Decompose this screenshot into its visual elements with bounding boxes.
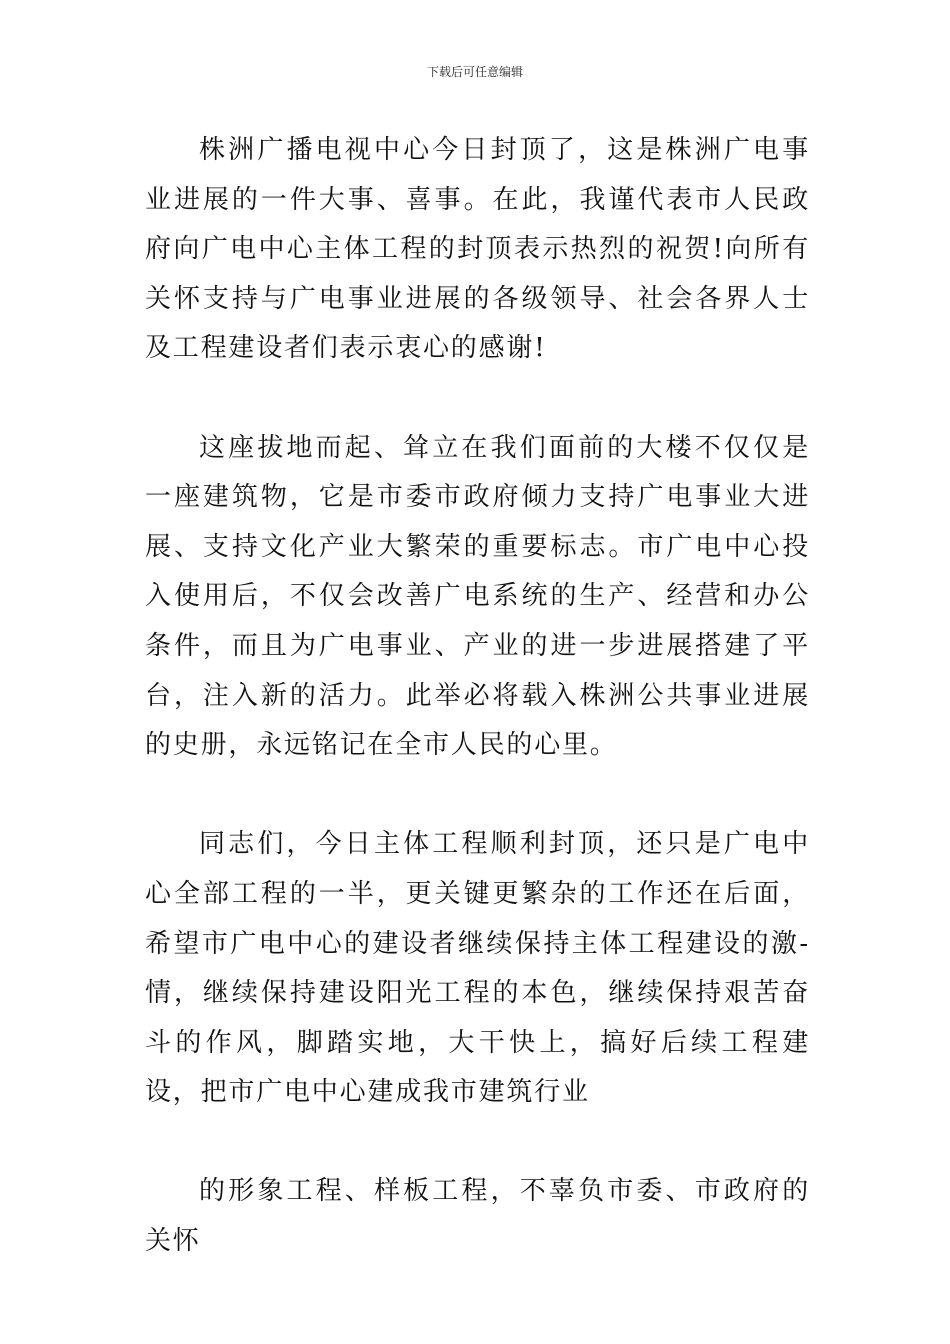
document-body xyxy=(145,126,810,1267)
header-note: 下载后可任意编辑 xyxy=(426,65,523,79)
paragraph-2: 这座拔地而起、耸立在我们面前的大楼不仅仅是一座建筑物，它是市委市政府倾力支持广电事业大进展、支持文化产业大繁荣的重要标志。市广电中心投入使用后，不仅会改善广电系统的生产、经营和办公条件，而且为广电事业、产业的进一步进展搭建了平台，注入新的活力。此举必将载入株洲公共事业进展的史册，永远铭记在全市人民的心里。 xyxy=(145,432,810,761)
paragraph-1: 株洲广播电视中心今日封顶了，这是株洲广电事业进展的一件大事、喜事。在此，我谨代表市人民政府向广电中心主体工程的封顶表示热烈的祝贺!向所有关怀支持与广电事业进展的各级领导、社会各界人士及工程建设者们表示衷心的感谢! xyxy=(145,135,810,364)
paragraph-3: 同志们，今日主体工程顺利封顶，还只是广电中心全部工程的一半，更关键更繁杂的工作还在后面，希望市广电中心的建设者继续保持主体工程建设的激-情，继续保持建设阳光工程的本色，继续保持艰苦奋斗的作风，脚踏实地，大干快上，搞好后续工程建设，把市广电中心建成我市建筑行业 xyxy=(145,829,810,1108)
paragraph-4: 的形象工程、样板工程，不辜负市委、市政府的关怀 xyxy=(145,1176,810,1257)
